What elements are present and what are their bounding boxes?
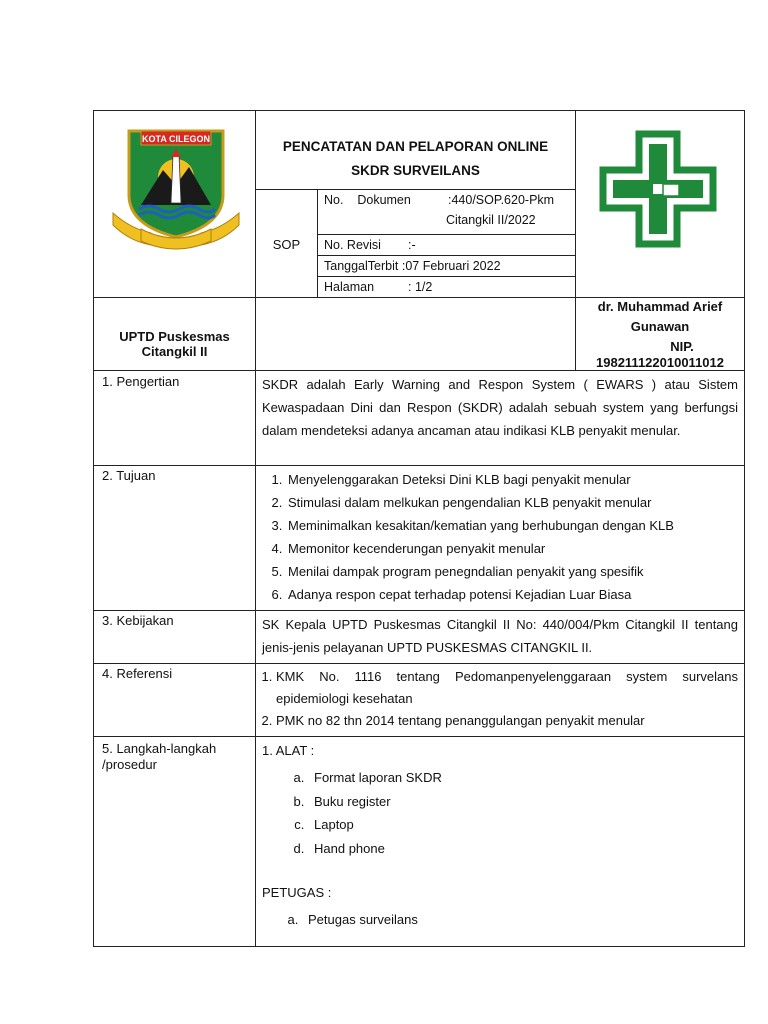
document-meta	[318, 190, 575, 298]
logo-city-text: KOTA CILEGON	[142, 134, 210, 144]
section-label-pengertian: 1. Pengertian	[94, 371, 256, 466]
issue-date-label: TanggalTerbit	[324, 259, 399, 273]
tujuan-list	[262, 468, 738, 606]
issue-date-value: :07 Februari 2022	[401, 259, 501, 273]
list-item: 2. PMK no 82 thn 2014 tentang penanggulangan penyakit menular	[276, 710, 738, 732]
section-body-kebijakan	[256, 611, 745, 664]
doc-number-value: :440/SOP.620-Pkm	[448, 193, 555, 207]
revision-label: No. Revisi	[324, 238, 381, 252]
doc-number-label: No. Dokumen	[324, 193, 411, 207]
puskesmas-cross-logo-icon	[599, 130, 717, 248]
list-item: a. Format laporan SKDR	[308, 766, 738, 790]
revision-row	[318, 235, 575, 256]
right-logo-cell	[576, 111, 745, 298]
list-item: b. Buku register	[308, 790, 738, 814]
title-line-2: SKDR SURVEILANS	[351, 163, 480, 178]
list-item: 4. Memonitor kecenderungan penyakit menular	[286, 537, 738, 560]
section-label-langkah	[94, 737, 256, 947]
sop-label: SOP	[256, 190, 318, 298]
list-item: 5. Menilai dampak program penegndalian penyakit yang spesifik	[286, 560, 738, 583]
page-value: : 1/2	[408, 280, 433, 294]
list-item: 1. KMK No. 1116 tentang Pedomanpenyelenggaraan system survelans epidemiologi kesehatan	[276, 666, 738, 710]
alat-list	[262, 766, 738, 860]
organization-cell	[94, 298, 256, 371]
section-body-pengertian	[256, 371, 745, 466]
referensi-list	[258, 666, 738, 732]
page-label: Halaman	[324, 280, 375, 294]
revision-value: :-	[408, 238, 416, 252]
doc-number-row	[318, 190, 575, 235]
issue-date-row	[318, 256, 575, 277]
title-line-1: PENCATATAN DAN PELAPORAN ONLINE	[282, 139, 549, 154]
signatory-nip-label: NIP.	[670, 339, 694, 354]
doc-number-value-2: Citangkil II/2022	[446, 213, 536, 227]
left-logo-cell	[94, 111, 256, 298]
list-item: 2. Stimulasi dalam melkukan pengendalian KLB penyakit menular	[286, 491, 738, 514]
signatory-nip: 198211122010011012	[596, 355, 724, 370]
signatory-name-line-1: dr. Muhammad Arief	[597, 299, 723, 314]
section-body-referensi	[256, 664, 745, 737]
section-label-kebijakan: 3. Kebijakan	[94, 611, 256, 664]
list-item: c. Laptop	[308, 813, 738, 837]
page-row	[318, 277, 575, 298]
list-item: 3. Meminimalkan kesakitan/kematian yang berhubungan dengan KLB	[286, 514, 738, 537]
list-item: 6. Adanya respon cepat terhadap potensi Kejadian Luar Biasa	[286, 583, 738, 606]
title-cell	[256, 111, 576, 298]
petugas-heading: PETUGAS :	[262, 885, 332, 900]
empty-mid-cell	[256, 298, 576, 371]
langkah-label-text: 5. Langkah-langkah /prosedur	[102, 741, 217, 772]
pengertian-text: SKDR adalah Early Warning and Respon System ( EWARS ) atau Sistem Kewaspadaan Dini dan Respon (SKDR) adalah sebuah system yang berfungsi dalam mendeteksi adanya ancaman atau indikasi KLB penyakit menular.	[262, 377, 738, 438]
kota-cilegon-emblem-icon	[111, 125, 241, 250]
section-body-langkah	[256, 737, 745, 947]
signatory-name-line-2: Gunawan	[630, 319, 690, 334]
kebijakan-text: SK Kepala UPTD Puskesmas Citangkil II No: 440/004/Pkm Citangkil II tentang jenis-jenis pelayanan UPTD PUSKESMAS CITANGKIL II.	[262, 617, 738, 655]
org-name-line-2: Citangkil II	[141, 344, 208, 359]
section-body-tujuan	[256, 466, 745, 611]
section-label-referensi: 4. Referensi	[94, 664, 256, 737]
list-item: 1. Menyelenggarakan Deteksi Dini KLB bagi penyakit menular	[286, 468, 738, 491]
list-item: a. Petugas surveilans	[302, 908, 738, 931]
sop-table	[93, 110, 745, 947]
list-item: d. Hand phone	[308, 837, 738, 861]
org-name-line-1: UPTD Puskesmas	[119, 329, 230, 344]
section-label-tujuan: 2. Tujuan	[94, 466, 256, 611]
document-title	[256, 111, 575, 190]
alat-heading: 1. ALAT :	[262, 743, 315, 758]
petugas-list	[262, 908, 738, 931]
signature-cell	[576, 298, 745, 371]
